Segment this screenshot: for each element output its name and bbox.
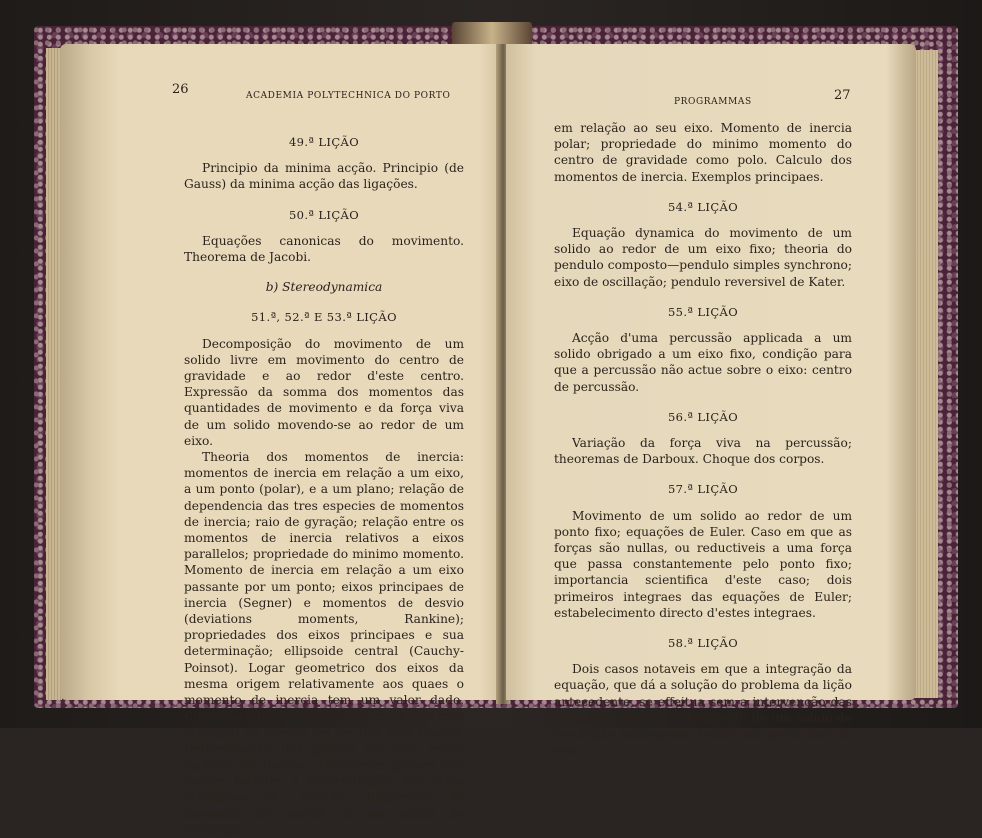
paragraph: Variação da força viva na percussão; theoremas de Darboux. Choque dos corpos. — [554, 436, 852, 467]
paragraph: em relação ao seu eixo. Momento de inercia polar; propriedade do minimo momento do centro de gravidade como polo. Calculo dos momentos de inercia. Exemplos principaes. — [554, 121, 852, 184]
paragraph: Equação dynamica do movimento de um solido ao redor de um eixo fixo; theoria do pendulo composto—pendulo simples synchrono; eixo de oscillação; pendulo reversivel de Kater. — [554, 226, 852, 289]
left-page-text — [184, 120, 464, 838]
right-page-text — [554, 120, 852, 759]
page-number: 27 — [834, 88, 851, 103]
lesson-heading: 50.ª LIÇÃO — [288, 207, 360, 222]
lesson-heading: 49.ª LIÇÃO — [288, 135, 360, 149]
page-number: 26 — [172, 82, 189, 97]
paragraph: Dois casos notaveis em que a integração da equação, que dá a solução do problema da lição antecedente, se effeitua sem a intervenção das funcções ellipticas. Movimento de um solido de revolução homogeneo tendo um ponto fixo do seu — [554, 662, 852, 758]
lesson-heading: 54.ª LIÇÃO — [667, 199, 739, 214]
right-page — [506, 44, 916, 758]
lesson-heading: 57.ª LIÇÃO — [667, 482, 739, 497]
lesson-heading: 58.ª LIÇÃO — [667, 636, 739, 651]
lesson-heading: 56.ª LIÇÃO — [667, 409, 739, 424]
paragraph: Movimento de um solido ao redor de um ponto fixo; equações de Euler. Caso em que as forças são nullas, ou reductiveis a uma força que passa constantemente pelo ponto fixo; importancia scientifica d'este caso; dois primeiros integraes das equações de Euler; estabelecimento directo d'estes integraes. — [554, 508, 852, 620]
running-title: PROGRAMMAS — [674, 97, 752, 107]
paragraph: Equações canonicas do movimento. Theorema de Jacobi. — [184, 233, 464, 265]
left-page — [60, 44, 500, 837]
paragraph: Acção d'uma percussão applicada a um solido obrigado a um eixo fixo, condição para que a percussão não actue sobre o eixo: centro de percussão. — [554, 331, 852, 394]
paragraph: Principio da minima acção. Principio (de Gauss) da minima acção das ligações. — [184, 161, 464, 192]
paragraph: Theoria dos momentos de inercia: momentos de inercia em relação a um eixo, a um ponto (polar), e a um plano; relação de dependencia das tres especies de momentos de inercia; raio de gyração; relação entre os momentos de inercia relativos a eixos parallelos; propriedade do minimo momento. Momento de inercia em relação a um eixo passante por um ponto; eixos principaes de inercia (Segner) e momentos de desvio (deviations moments, Rankine); propriedades dos eixos principaes e sua determinação; ellipsoide central (Cauchy-Poinsot). Logar geometrico dos eixos da mesma origem relativamente aos quaes o momento de inercia tem um valor dado. Condição para que uma recta dada seja eixo principal de inercia em um dos seus pontos. Determinação dos pontos em que existe esphera de inercia. Theoremas geraes que podem facilitar a determinação dos eixos principaes de inercia. Expressão do momento de inercia de um solido de revolução — [184, 450, 464, 837]
running-title: ACADEMIA POLYTECHNICA DO PORTO — [246, 91, 451, 101]
paragraph: Decomposição do movimento de um solido livre em movimento do centro de gravidade e ao redor d'este centro. Expressão da somma dos momentos das quantidades de movimento e da força viva de um solido movendo-se ao redor de um eixo. — [184, 336, 464, 448]
book-spine — [452, 22, 532, 46]
lesson-heading: 51.ª, 52.ª E 53.ª LIÇÃO — [251, 310, 397, 325]
lesson-heading: 55.ª LIÇÃO — [667, 304, 739, 319]
section-subheading: b) Stereodynamica — [265, 280, 383, 295]
